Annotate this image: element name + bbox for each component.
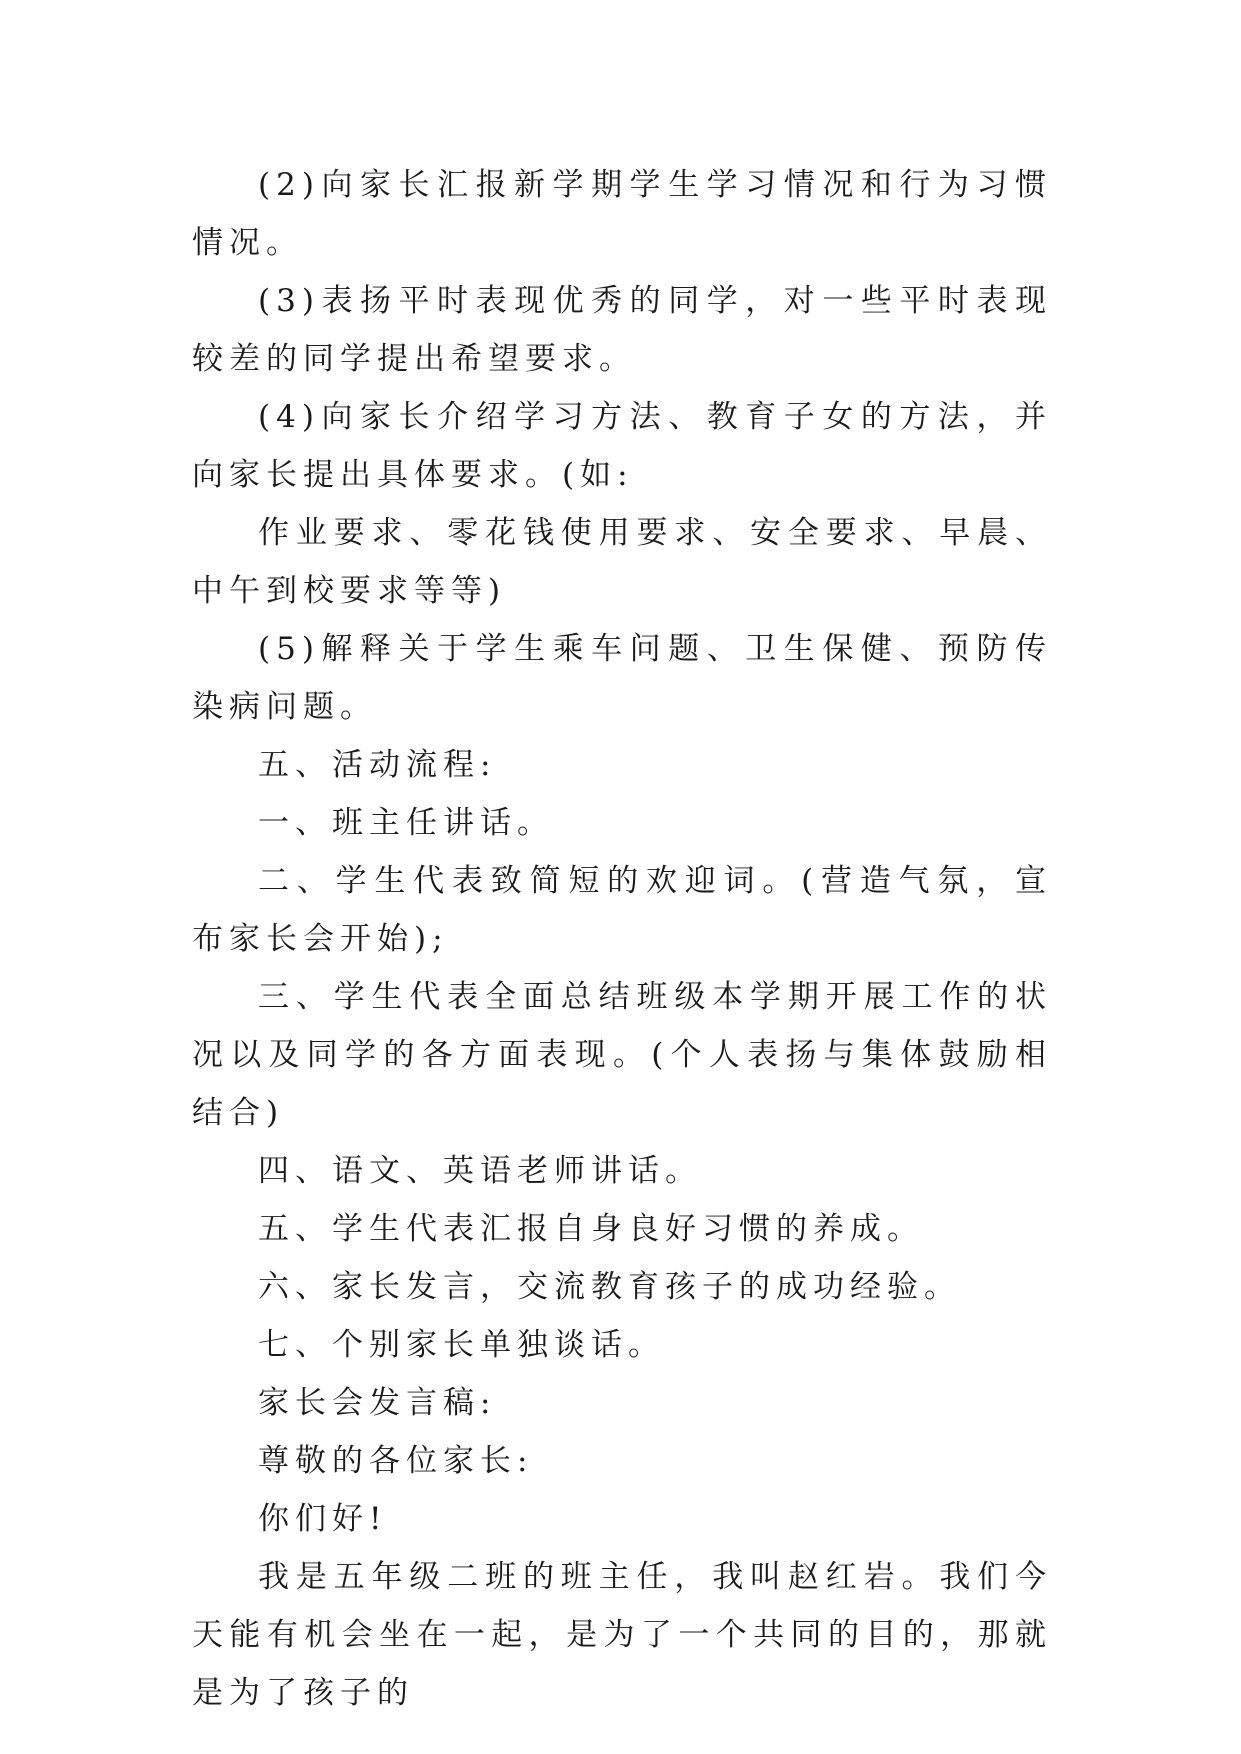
section-heading-process: 五、活动流程: [258, 747, 497, 783]
document-body [192, 156, 1052, 1722]
process-step-2: 二、学生代表致简短的欢迎词。(营造气氛，宣布家长会开始); [192, 863, 1052, 957]
process-step-1: 一、班主任讲话。 [258, 805, 554, 841]
speech-greeting: 你们好! [258, 1501, 388, 1537]
paragraph-item-2: (2)向家长汇报新学期学生学习情况和行为习惯情况。 [192, 167, 1052, 261]
process-step-6: 六、家长发言，交流教育孩子的成功经验。 [258, 1269, 961, 1305]
paragraph-item-4: (4)向家长介绍学习方法、教育子女的方法，并向家长提出具体要求。(如: [192, 399, 1052, 493]
paragraph-requirements: 作业要求、零花钱使用要求、安全要求、早晨、中午到校要求等等) [192, 515, 1052, 609]
speech-salutation: 尊敬的各位家长: [258, 1443, 534, 1479]
speech-heading: 家长会发言稿: [258, 1385, 497, 1421]
speech-body-paragraph: 我是五年级二班的班主任，我叫赵红岩。我们今天能有机会坐在一起，是为了一个共同的目的，那就是为了孩子的 [192, 1559, 1052, 1711]
process-step-7: 七、个别家长单独谈话。 [258, 1327, 665, 1363]
paragraph-item-5: (5)解释关于学生乘车问题、卫生保健、预防传染病问题。 [192, 631, 1052, 725]
process-step-3: 三、学生代表全面总结班级本学期开展工作的状况以及同学的各方面表现。(个人表扬与集体鼓励相结合) [192, 979, 1052, 1131]
process-step-5: 五、学生代表汇报自身良好习惯的养成。 [258, 1211, 924, 1247]
process-step-4: 四、语文、英语老师讲话。 [258, 1153, 702, 1189]
paragraph-item-3: (3)表扬平时表现优秀的同学，对一些平时表现较差的同学提出希望要求。 [192, 283, 1052, 377]
